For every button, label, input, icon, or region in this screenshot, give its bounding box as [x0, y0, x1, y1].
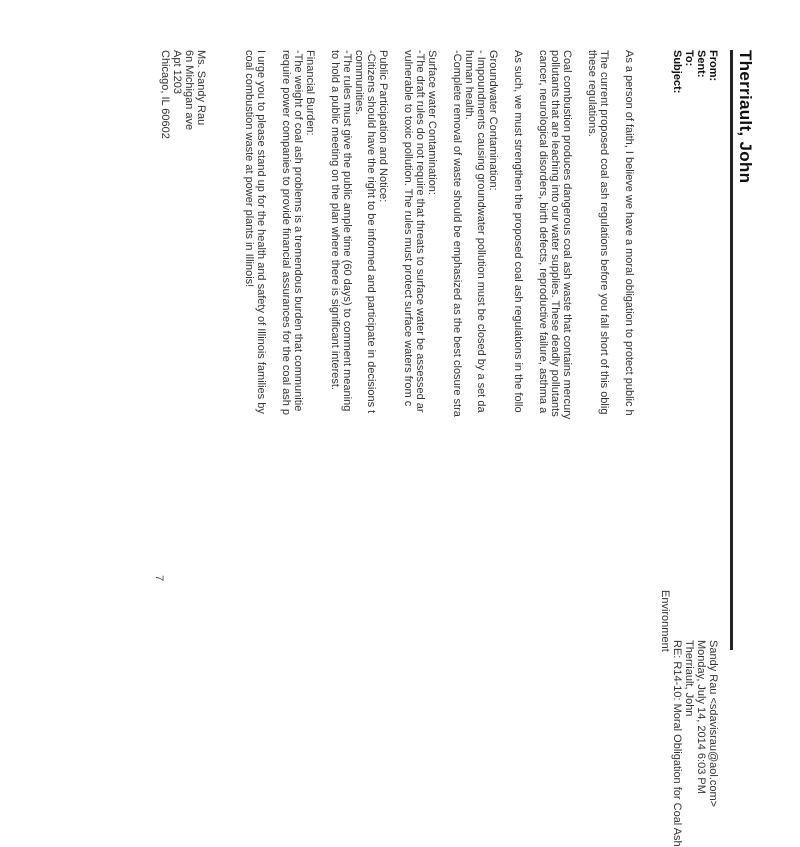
financial-burden-heading: Financial Burden: [304, 50, 316, 136]
public-participation-heading: Public Participation and Notice: [377, 50, 389, 203]
from-row [707, 50, 719, 808]
groundwater-line-1: - Impoundments causing groundwater pollution must be closed by a set da [475, 50, 487, 413]
sent-label: Sent: [695, 50, 707, 78]
public-participation-line-1: -Citizens should have the right to be informed and participate in decisions t [365, 50, 377, 414]
surface-water-heading: Surface water Contamination: [426, 50, 438, 195]
page-number: 7 [153, 575, 165, 582]
signature-address-line-2: Apt 1203 [171, 50, 183, 95]
from-value: Sandy Rau <sdavisrau@aol.com> [707, 640, 719, 808]
closing-line-1: I urge you to please stand up for the health and safety of Illinois families by [255, 50, 267, 414]
groundwater-line-2: human health. [463, 50, 475, 120]
paragraph-3-line-3: cancer, neurological disorders, birth defects, reproductive failure, asthma a [537, 50, 549, 414]
public-participation-line-4: to hold a public meeting on the plan where there is significant interest. [329, 50, 341, 390]
to-value: Therriault, John [683, 640, 695, 717]
subject-value-continuation: Environment [659, 590, 671, 652]
title-rule [730, 50, 733, 650]
to-row [683, 50, 695, 717]
groundwater-line-3: -Complete removal of waste should be emphasized as the best closure stra [451, 50, 463, 417]
public-participation-line-2: communities. [353, 50, 365, 115]
subject-row [671, 50, 683, 847]
financial-burden-line-1: -The weight of coal ash problems is a tremendous burden that communitie [292, 50, 304, 412]
paragraph-4: As such, we must strengthen the proposed coal ash regulations in the follo [512, 50, 524, 413]
paragraph-3-line-1: Coal combustion produces dangerous coal ash waste that contains mercury [561, 50, 573, 420]
public-participation-line-3: -The rules must give the public ample time (60 days) to comment meaning [341, 50, 353, 412]
sent-value: Monday, July 14, 2014 6:03 PM [695, 640, 707, 794]
groundwater-heading: Groundwater Contamination: [487, 50, 499, 191]
surface-water-line-1: -The draft rules do not require that threats to surface water be assessed ar [414, 50, 426, 413]
paragraph-1: As a person of faith, I believe we have a moral obligation to protect public h [623, 50, 635, 416]
signature-name: Ms. Sandy Rau [195, 50, 207, 126]
paragraph-3-line-2: pollutants that are leaching into our water supplies. These deadly pollutants [549, 50, 561, 417]
paragraph-2-line-1: The current proposed coal ash regulations before you fall short of this oblig [598, 50, 610, 415]
subject-value: RE: R14-10: Moral Obligation for Coal Ash [671, 640, 683, 847]
document-title: Therriault, John [736, 50, 755, 184]
rotated-email-document [75, 45, 755, 847]
closing-line-2: coal combustion waste at power plants in Illinois! [243, 50, 255, 288]
subject-label: Subject: [671, 50, 683, 94]
to-label: To: [683, 50, 695, 67]
signature-address-line-1: 6n Michigan ave [183, 50, 195, 131]
sent-row [695, 50, 707, 794]
from-label: From: [707, 50, 719, 82]
surface-water-line-2: vulnerable to toxic pollution. The rules must protect surface waters from c [402, 50, 414, 407]
financial-burden-line-2: require power companies to provide financial assurances for the coal ash p [280, 50, 292, 416]
paragraph-2-line-2: these regulations. [586, 50, 598, 137]
signature-city: Chicago, IL 60602 [159, 50, 171, 139]
